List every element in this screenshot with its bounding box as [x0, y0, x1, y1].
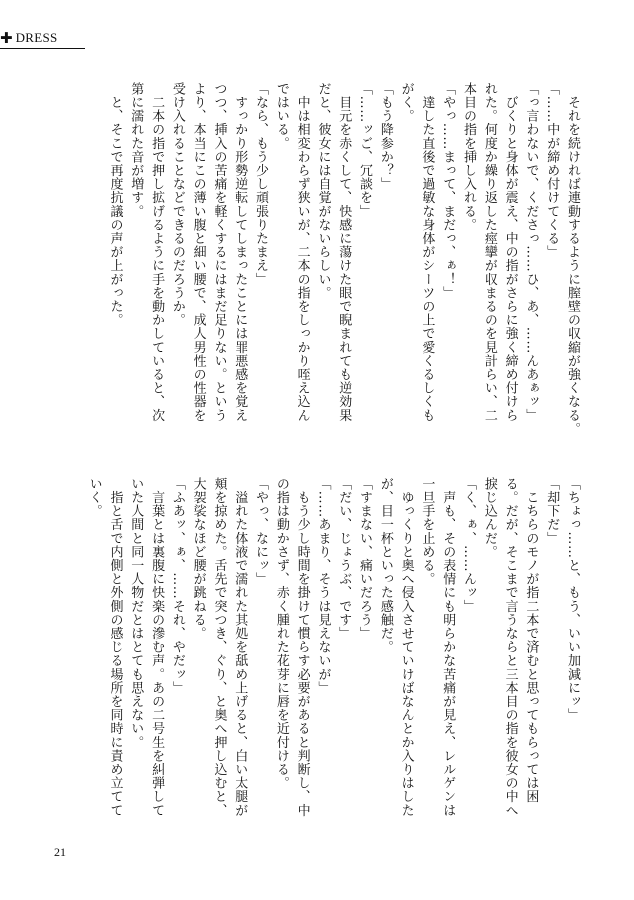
text-line: びくりと身体が震え、中の指がさらに強く締め付けら — [502, 82, 518, 422]
text-line: 「……中が締め付けてくる」 — [544, 82, 560, 259]
text-line: 「ふあッ、ぁ、……それ、やだッ」 — [169, 477, 185, 695]
text-line: つつ、挿入の苦痛を軽くするにはまだ足りない。という — [211, 82, 227, 422]
text-line: 二本の指で押し拡げるように手を動かしていると、次 — [149, 82, 165, 422]
text-line: ではいる。 — [273, 82, 289, 150]
text-line: 「却下だ」 — [544, 477, 560, 545]
text-line: ゆっくりと奥へ侵入させていけばなんとか入りはした — [398, 477, 414, 817]
text-line: より、本当にこの薄い腹と細い腰で、成人男性の性器を — [190, 82, 206, 422]
header-title: DRESS — [15, 30, 58, 45]
text-line: 「……ッご、冗談を」 — [357, 82, 373, 218]
text-line: もう少し時間を掛けて慣らす必要があると判断し、中 — [294, 477, 310, 817]
text-line: 声も、その表情にも明らかな苦痛が見え、レルゲンは — [440, 477, 456, 817]
text-line: 「く、ぁ、……んッ」 — [461, 477, 477, 613]
text-line: いた人間と同一人物だとはとても思えない。 — [128, 477, 144, 749]
text-line: 「もう降参か？」 — [377, 82, 393, 191]
text-line: 中は相変わらず狭いが、二本の指をしっかり咥え込ん — [294, 82, 310, 422]
upper-text-block — [62, 82, 582, 442]
text-line: 「……あまり、そうは見えないが」 — [315, 477, 331, 695]
text-line: 「ちょっ……と、もう、いい加減にッ」 — [565, 477, 580, 722]
text-line: こちらのモノが指二本で済むと思ってもらっては困 — [523, 477, 539, 804]
text-line: 「すまない、痛いだろう」 — [357, 477, 373, 641]
text-line: 「っ言わないで、くださっ……ひ、あ、……んあぁッ」 — [523, 82, 539, 422]
text-line: 言葉とは裏腹に快楽の滲む声。あの二号生を糾弾して — [149, 477, 165, 817]
cross-icon: ✚ — [0, 28, 13, 47]
text-line: 受け入れることなどできるのだろうか。 — [169, 82, 185, 327]
text-line: それを続ければ連動するように膣壁の収縮が強くなる。 — [565, 82, 580, 436]
text-line: 「だい、じょうぶ、です」 — [336, 477, 352, 641]
text-line: が、目一杯といった感触だ。 — [377, 477, 393, 654]
text-line: 一旦手を止める。 — [419, 477, 435, 586]
text-line: 「なら、もう少し頑張りたまえ」 — [253, 82, 269, 286]
text-line: だと、彼女には自覚がないらしい。 — [315, 82, 331, 300]
header-rule — [0, 48, 85, 49]
text-line: 溢れた体液で濡れた其処を舐め上げると、白い太腿が — [232, 477, 248, 817]
page-number: 21 — [54, 845, 66, 859]
text-line: 「やっ、なにッ」 — [253, 477, 269, 586]
lower-text-block — [62, 477, 582, 831]
text-line: の指は動かさず、赤く腫れた花芽に唇を近付ける。 — [273, 477, 289, 790]
text-line: がく。 — [398, 82, 414, 123]
text-line: 「やっ……まって、まだっ、ぁ！」 — [440, 82, 456, 300]
text-line: れた。何度か繰り返した痙攣が収まるのを見計らい、二 — [481, 82, 497, 422]
text-line: すっかり形勢逆転してしまったことには罪悪感を覚え — [232, 82, 248, 422]
text-line: と、そこで再度抗議の声が上がった。 — [107, 82, 123, 327]
text-line: る。だが、そこまで言うならと三本目の指を彼女の中へ — [502, 477, 518, 817]
text-line: 目元を赤くして、快感に蕩けた眼で睨まれても逆効果 — [336, 82, 352, 422]
text-line: 本目の指を挿し入れる。 — [461, 82, 477, 232]
text-line: いく。 — [86, 477, 102, 518]
text-line: 達した直後で過敏な身体がシーツの上で愛くるしくも — [419, 82, 435, 422]
text-line: 指と舌で内側と外側の感じる場所を同時に責め立てて — [107, 477, 123, 817]
text-line: 捩じ込んだ。 — [481, 477, 497, 559]
text-line: 頬を掠めた。舌先で突つき、ぐり、と奥へ押し込むと、 — [211, 477, 227, 817]
text-line: 大袈裟なほど腰が跳ねる。 — [190, 477, 206, 641]
text-line: 第に濡れた音が増す。 — [128, 82, 144, 218]
running-header — [0, 30, 85, 46]
